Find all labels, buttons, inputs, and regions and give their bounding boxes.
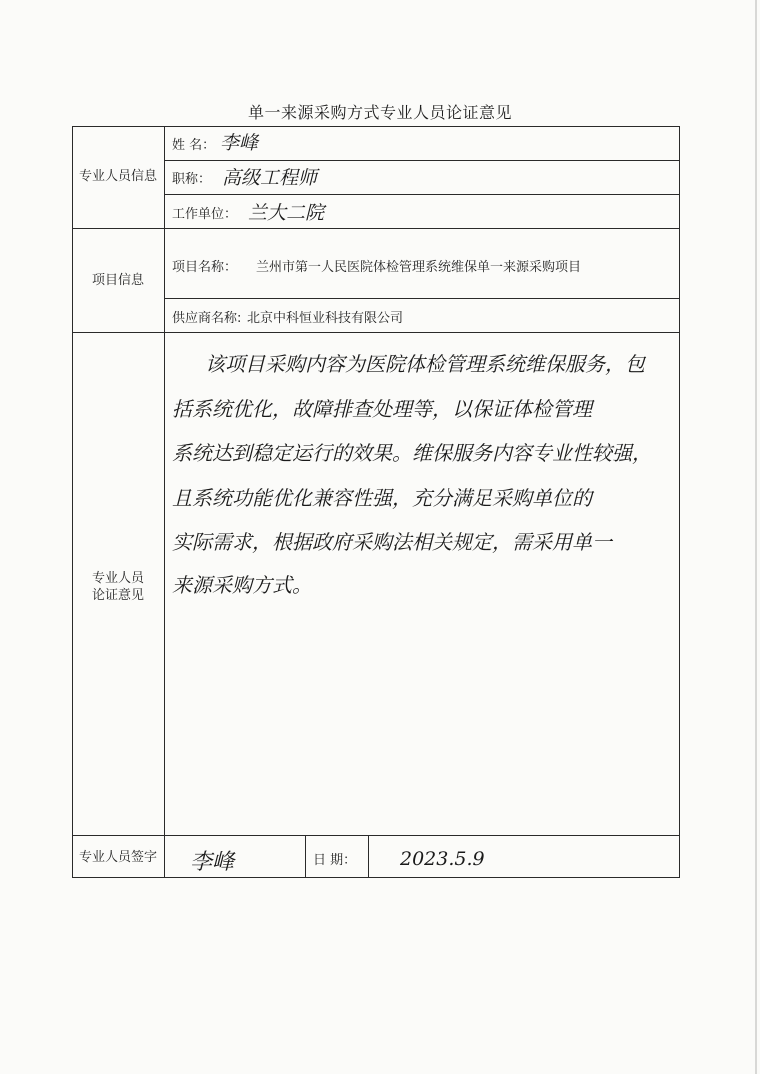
opinion-line: 且系统功能优化兼容性强，充分满足采购单位的 (172, 486, 592, 510)
divider-date-label-cell (368, 835, 369, 878)
divider-label-column (164, 126, 165, 878)
opinion-line: 系统达到稳定运行的效果。维保服务内容专业性较强， (172, 441, 652, 465)
opinion-line: 该项目采购内容为医院体检管理系统维保服务，包 (205, 352, 645, 376)
supplier-value: 北京中科恒业科技有限公司 (247, 311, 404, 326)
job-title-label: 职称： (172, 172, 212, 187)
divider-project-section (72, 332, 680, 333)
job-title-value: 高级工程师 (222, 167, 318, 189)
opinion-label-line1: 专业人员 (91, 571, 144, 586)
work-unit-value: 兰大二院 (248, 202, 325, 224)
opinion-label-line2: 论证意见 (91, 588, 144, 603)
date-value: 2023.5.9 (400, 848, 485, 870)
project-info-label: 项目信息 (91, 273, 144, 288)
name-label: 姓 名： (172, 138, 216, 153)
date-label: 日 期： (313, 853, 357, 868)
signature-value: 李峰 (190, 850, 235, 875)
name-value: 李峰 (220, 132, 259, 154)
divider-project-row (164, 298, 680, 299)
document-title: 单一来源采购方式专业人员论证意见 (247, 103, 512, 122)
project-name-label: 项目名称： (172, 260, 238, 275)
work-unit-label: 工作单位： (172, 207, 238, 222)
supplier-label: 供应商名称: (172, 311, 242, 326)
opinion-line: 来源采购方式。 (172, 573, 312, 597)
divider-signature-cell (305, 835, 306, 878)
divider-name-row (164, 160, 680, 161)
divider-opinion-section (72, 835, 680, 836)
divider-expert-section (72, 228, 680, 229)
opinion-line: 括系统优化，故障排查处理等，以保证体检管理 (172, 397, 592, 421)
signature-label: 专业人员签字 (78, 850, 157, 865)
opinion-line: 实际需求，根据政府采购法相关规定，需采用单一 (172, 530, 612, 554)
divider-title-row (164, 194, 680, 195)
project-name-value: 兰州市第一人民医院体检管理系统维保单一来源采购项目 (256, 260, 582, 275)
expert-info-label: 专业人员信息 (78, 169, 157, 184)
scan-edge-shadow (755, 0, 757, 1074)
